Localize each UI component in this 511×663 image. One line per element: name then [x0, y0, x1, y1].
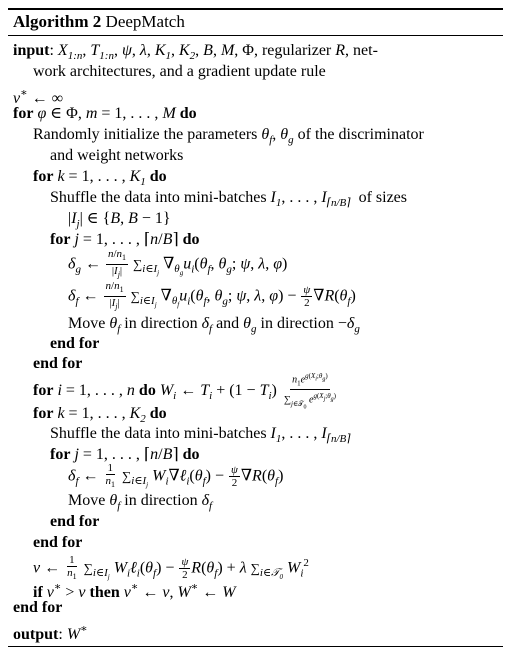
line-endfor-2: end for: [33, 355, 83, 372]
line-shuffle-1a: Shuffle the data into mini-batches $I_1$, . . . , $I_{⌈n/B⌉}$ of sizes: [50, 189, 407, 209]
line-for-phi: for φ ∈ Φ, m = 1, . . . , M do: [13, 105, 197, 122]
top-rule: [8, 8, 503, 10]
bottom-rule: [8, 646, 503, 647]
line-shuffle-2: Shuffle the data into mini-batches $I_1$, . . . , $I_{⌈n/B⌉}$: [50, 425, 351, 445]
line-delta-g: $\delta_g$ ← $\frac{n/n_1}{|I_j|}$ $\sum_{i\in I_j}$ $\nabla_{\theta_g}u_i(\theta_f$, $\theta_g$; ψ, λ, φ): [68, 248, 288, 280]
line-for-j2: for j = 1, . . . , ⌈n/B⌉ do: [50, 446, 200, 463]
line-endfor-3: end for: [50, 513, 100, 530]
line-delta-f2: $\delta_f$ ← $\frac{1}{n_1}$ $\sum_{i\in I_j}$ $W_i\nabla\ell_i(\theta_f)$ − $\frac{\psi}{2}$ $\nabla R(\theta_f)$: [68, 462, 284, 490]
line-if-v: if v∗ > v then v∗ ← v, W∗ ← W: [33, 581, 236, 601]
line-rand-1: Randomly initialize the parameters $\theta_f$, $\theta_g$ of the discriminator: [33, 126, 424, 146]
line-move-1: Move $\theta_f$ in direction $\delta_f$ and $\theta_g$ in direction $-\delta_g$: [68, 315, 360, 335]
line-endfor-5: end for: [13, 599, 63, 616]
algorithm-title: [13, 12, 185, 32]
line-endfor-1: end for: [50, 335, 100, 352]
line-delta-f: $\delta_f$ ← $\frac{n/n_1}{|I_j|}$ $\sum_{i\in I_j}$ $\nabla_{\theta_f}u_i(\theta_f$, $\theta_g$; ψ, λ, φ) − $\frac{\psi}{2}$ $\nabla R(\theta_f)$: [68, 280, 356, 312]
line-v-update: v ← $\frac{1}{n_1}$ $\sum_{i\in I_j}$ $W_i\ell_i(\theta_f)$ − $\frac{\psi}{2}$ $R(\theta_f) + \lambda$ $\sum_{i\in 𝒯_0}$ $W_i^2$: [33, 554, 309, 582]
line-for-j1: for j = 1, . . . , ⌈n/B⌉ do: [50, 231, 200, 248]
line-input-2: work architectures, and a gradient update rule: [33, 63, 326, 80]
line-endfor-4: end for: [33, 534, 83, 551]
line-shuffle-1b: $|I_j|$ ∈ {B, B − 1}: [68, 210, 171, 230]
line-init: v∗ ← ∞: [13, 87, 63, 107]
line-move-2: Move $\theta_f$ in direction $\delta_f$: [68, 492, 213, 512]
line-output: output: W∗: [13, 623, 88, 643]
line-input-1: input: $X_{1:n}$, $T_{1:n}$, ψ, λ, $K_1$, $K_2$, B, M, Φ, regularizer R, net-: [13, 42, 378, 62]
line-for-k1: for k = 1, . . . , $K_1$ do: [33, 168, 167, 188]
line-for-k2: for k = 1, . . . , $K_2$ do: [33, 405, 167, 425]
line-for-i: for i = 1, . . . , n do $W_i$ ← $T_i + (1 - T_i)$ $\frac{n_1e^{g(X_i;\theta_g)}}{\sum_{j\in 𝒯_0} e^{g(X_j;\theta_g)}}$: [33, 372, 336, 411]
line-rand-2: and weight networks: [50, 147, 184, 164]
title-rule: [8, 35, 503, 36]
algorithm-label: Algorithm 2: [13, 12, 102, 31]
algorithm-name: DeepMatch: [105, 12, 185, 31]
